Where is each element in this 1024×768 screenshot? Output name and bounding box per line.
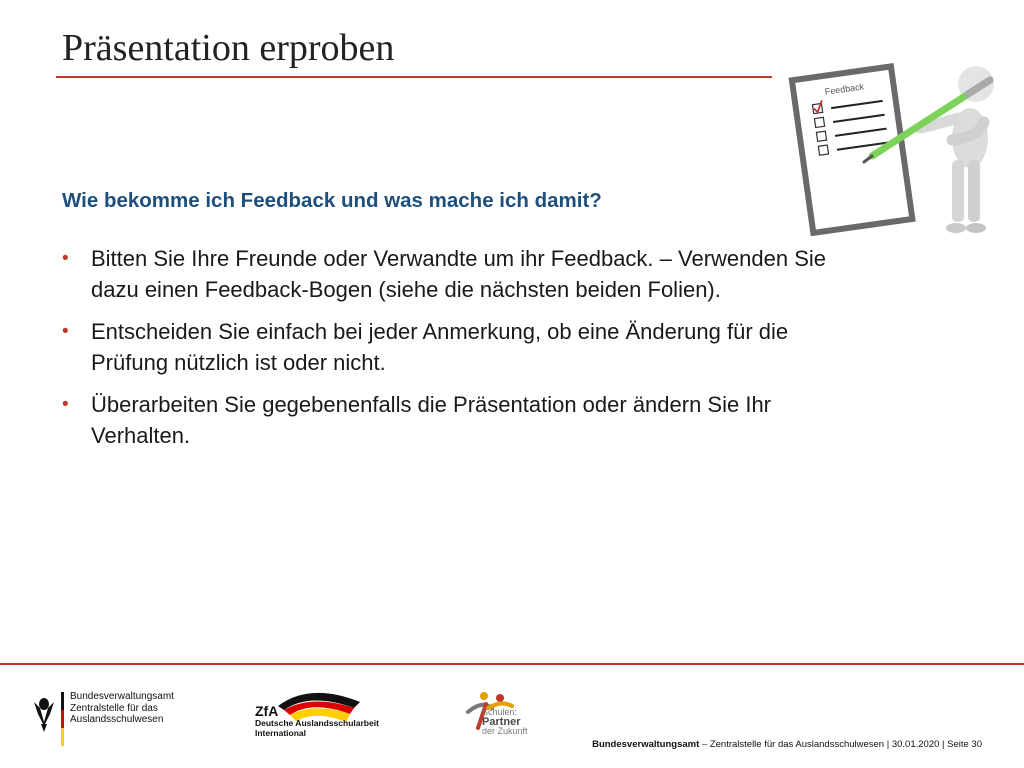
- title-divider: [56, 76, 772, 78]
- footer-divider: [0, 663, 1024, 665]
- feedback-clipboard-illustration: [780, 56, 1020, 246]
- bullet-list: [62, 244, 862, 463]
- bullet-icon: •: [62, 248, 69, 269]
- section-heading: Wie bekomme ich Feedback und was mache ich damit?: [62, 189, 602, 212]
- zfa-abbr: ZfA: [255, 703, 279, 719]
- bullet-text: Bitten Sie Ihre Freunde oder Verwandte um ihr Feedback. – Verwenden Sie dazu einen Feedback-Bogen (siehe die nächsten beiden Folien).: [91, 246, 826, 302]
- zfa-logo-text: Deutsche Auslandsschularbeit International: [255, 718, 379, 738]
- bullet-icon: •: [62, 321, 69, 342]
- bullet-text: Entscheiden Sie einfach bei jeder Anmerkung, ob eine Änderung für die Prüfung nützlich ist oder nicht.: [91, 319, 789, 375]
- bva-logo-text: Bundesverwaltungsamt Zentralstelle für das Auslandsschulwesen: [70, 691, 174, 725]
- pasch-logo-text: Schulen: Partner der Zukunft: [482, 707, 528, 736]
- bullet-item: [62, 390, 862, 451]
- bullet-icon: •: [62, 394, 69, 415]
- footer-caption: [592, 739, 982, 750]
- bullet-text: Überarbeiten Sie gegebenenfalls die Präsentation oder ändern Sie Ihr Verhalten.: [91, 392, 772, 448]
- eagle-icon: [34, 698, 54, 732]
- clipboard-label: Feedback: [824, 81, 865, 97]
- bullet-item: [62, 317, 862, 378]
- footer-org: Bundesverwaltungsamt: [592, 739, 700, 750]
- bullet-item: [62, 244, 862, 305]
- footer-meta: – Zentralstelle für das Auslandsschulwesen | 30.01.2020 | Seite 30: [699, 739, 982, 750]
- page-title: Präsentation erproben: [62, 27, 395, 69]
